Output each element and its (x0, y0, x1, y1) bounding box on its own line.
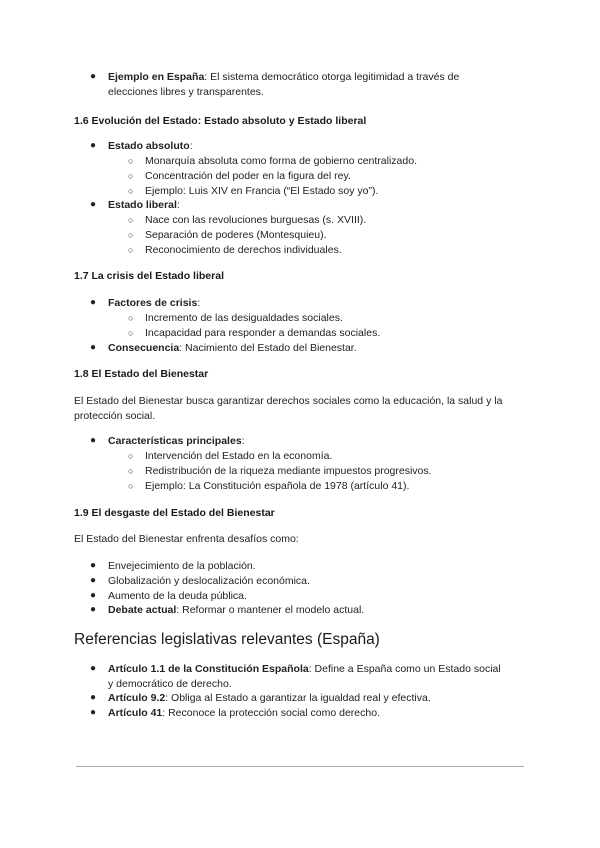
bullet-icon: ● (90, 199, 97, 210)
bullet-icon: ● (90, 590, 97, 601)
intro-item (108, 70, 528, 100)
intro-text-line2: elecciones libres y transparentes. (108, 85, 264, 98)
bullet-icon: ● (90, 140, 97, 151)
section-1-9-paragraph: El Estado del Bienestar enfrenta desafíos como: (74, 533, 299, 545)
bullet-icon: ● (90, 560, 97, 571)
art-41-item (108, 706, 380, 721)
factores-subitem: Incremento de las desigualdades sociales. (145, 312, 343, 324)
bullet-icon: ● (90, 435, 97, 446)
bullet-icon: ● (90, 663, 97, 674)
art-41-text: : Reconoce la protección social como derecho. (162, 707, 380, 719)
absoluto-subitem: Concentración del poder en la figura del rey. (145, 170, 351, 182)
debate-item (108, 603, 364, 618)
absoluto-label: Estado absoluto (108, 140, 190, 152)
absoluto-item: Estado absoluto: (108, 140, 193, 152)
bullet-icon: ● (90, 604, 97, 615)
sub-bullet-icon: ○ (128, 245, 134, 255)
sub-bullet-icon: ○ (128, 481, 134, 491)
art-9-2-label: Artículo 9.2 (108, 692, 166, 704)
debate-label: Debate actual (108, 604, 177, 616)
section-1-6-heading: 1.6 Evolución del Estado: Estado absoluto y Estado liberal (74, 115, 367, 127)
factores-item: Factores de crisis: (108, 297, 201, 309)
sub-bullet-icon: ○ (128, 215, 134, 225)
liberal-label: Estado liberal (108, 199, 177, 211)
art-41-label: Artículo 41 (108, 707, 163, 719)
art-9-2-text: : Obliga al Estado a garantizar la igualdad real y efectiva. (165, 692, 431, 704)
section-1-9-heading: 1.9 El desgaste del Estado del Bienestar (74, 507, 275, 519)
liberal-subitem: Separación de poderes (Montesquieu). (145, 229, 327, 241)
liberal-subitem: Reconocimiento de derechos individuales. (145, 244, 342, 256)
sub-bullet-icon: ○ (128, 156, 134, 166)
factores-subitem: Incapacidad para responder a demandas sociales. (145, 327, 381, 339)
caracteristicas-label: Características principales (108, 435, 242, 447)
art-9-2-item (108, 691, 431, 706)
sub-bullet-icon: ○ (128, 230, 134, 240)
bullet-icon: ● (90, 297, 97, 308)
bullet-icon: ● (90, 692, 97, 703)
bullet-icon: ● (90, 71, 97, 82)
sub-bullet-icon: ○ (128, 466, 134, 476)
desafio-item: Envejecimiento de la población. (108, 560, 256, 572)
section-1-7-heading: 1.7 La crisis del Estado liberal (74, 270, 224, 282)
intro-label: Ejemplo en España (108, 71, 205, 83)
bullet-icon: ● (90, 575, 97, 586)
art-1-1-label: Artículo 1.1 de la Constitución Española (108, 663, 309, 675)
absoluto-subitem: Ejemplo: Luis XIV en Francia (“El Estado soy yo”). (145, 185, 379, 197)
liberal-item: Estado liberal: (108, 199, 180, 211)
sub-bullet-icon: ○ (128, 328, 134, 338)
art-1-1-text-line2: y democrático de derecho. (108, 677, 232, 690)
sub-bullet-icon: ○ (128, 171, 134, 181)
intro-text-line1: : El sistema democrático otorga legitimidad a través de (204, 71, 460, 83)
debate-text: : Reformar o mantener el modelo actual. (176, 604, 365, 616)
absoluto-subitem: Monarquía absoluta como forma de gobierno centralizado. (145, 155, 417, 167)
consecuencia-item (108, 341, 357, 356)
references-heading: Referencias legislativas relevantes (España) (74, 631, 380, 648)
sub-bullet-icon: ○ (128, 451, 134, 461)
section-1-8-paragraph (74, 394, 534, 424)
section-1-8-heading: 1.8 El Estado del Bienestar (74, 368, 209, 380)
caracteristicas-subitem: Redistribución de la riqueza mediante impuestos progresivos. (145, 465, 432, 477)
art-1-1-text-line1: : Define a España como un Estado social (308, 663, 501, 675)
consecuencia-label: Consecuencia (108, 342, 180, 354)
desafio-item: Aumento de la deuda pública. (108, 590, 247, 602)
art-1-1-item (108, 662, 528, 692)
bullet-icon: ● (90, 342, 97, 353)
sub-bullet-icon: ○ (128, 186, 134, 196)
desafio-item: Globalización y deslocalización económica. (108, 575, 310, 587)
paragraph-line: El Estado del Bienestar busca garantizar derechos sociales como la educación, la salud y la (74, 395, 503, 407)
sub-bullet-icon: ○ (128, 313, 134, 323)
caracteristicas-subitem: Ejemplo: La Constitución española de 1978 (artículo 41). (145, 480, 410, 492)
bullet-icon: ● (90, 707, 97, 718)
caracteristicas-item: Características principales: (108, 435, 245, 447)
caracteristicas-subitem: Intervención del Estado en la economía. (145, 450, 333, 462)
liberal-subitem: Nace con las revoluciones burguesas (s. XVIII). (145, 214, 367, 226)
paragraph-line: protección social. (74, 409, 156, 422)
horizontal-divider (76, 766, 524, 767)
factores-label: Factores de crisis (108, 297, 198, 309)
consecuencia-text: : Nacimiento del Estado del Bienestar. (179, 342, 357, 354)
